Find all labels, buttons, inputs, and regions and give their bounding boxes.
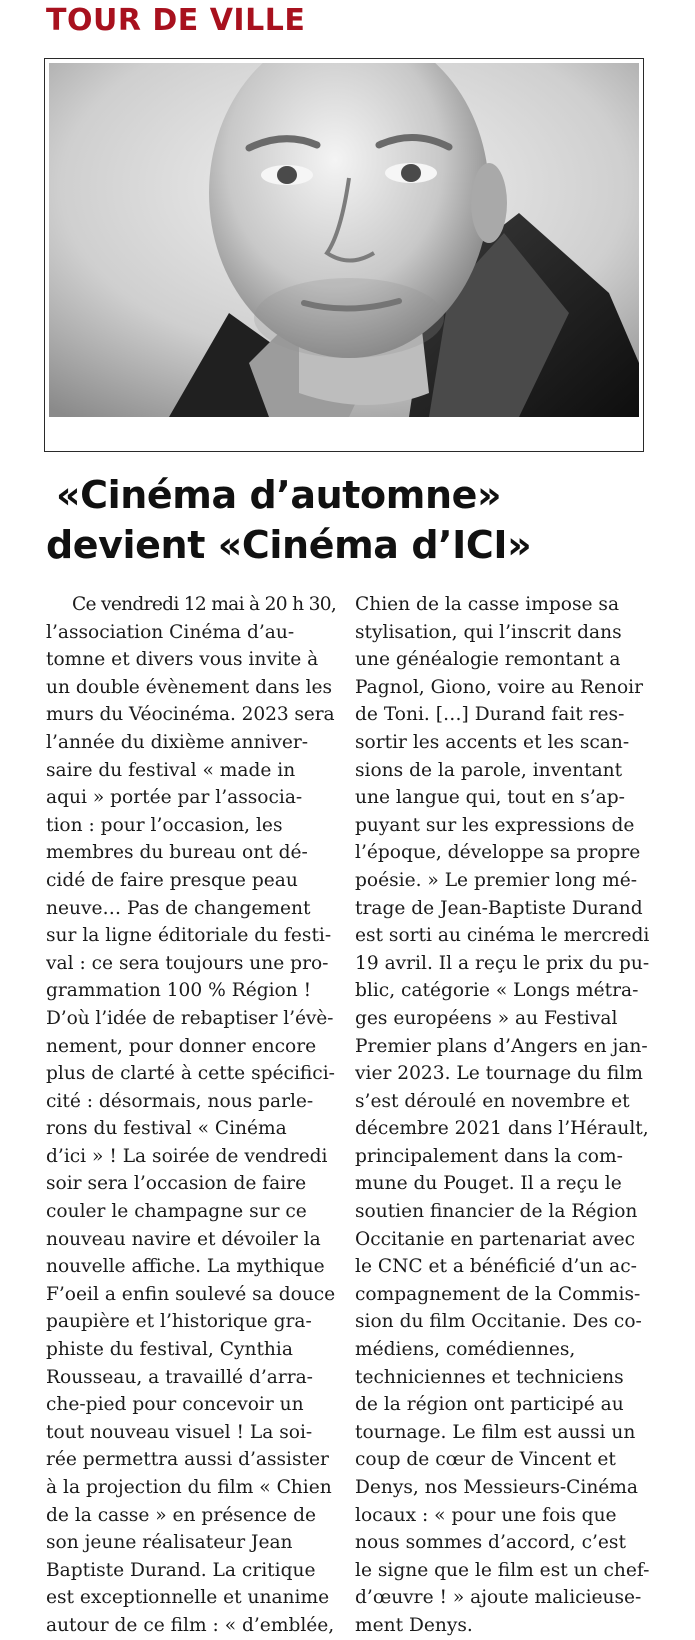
article-line: rée permettra aussi d’assister [46, 1449, 329, 1471]
article-line: une généalogie remontant a [355, 649, 621, 671]
article-line: plus de clarté à cette spécifici- [46, 1063, 335, 1085]
article-line: sortir les accents et les scan- [355, 731, 630, 753]
article-line: est exceptionnelle et unanime [46, 1587, 330, 1609]
article-line: rons du festival « Cinéma [46, 1118, 287, 1140]
article-line: autour de ce film : « d’emblée, [46, 1614, 335, 1636]
article-line: de Toni. […] Durand fait res- [355, 704, 625, 726]
section-rubric: TOUR DE VILLE [46, 3, 306, 38]
article-line: vier 2023. Le tournage du film [355, 1063, 643, 1085]
article-line: saire du festival « made in [46, 759, 296, 781]
article-line: cité : désormais, nous parle- [46, 1090, 314, 1112]
article-line: de la région ont participé au [355, 1394, 624, 1416]
article-line: son jeune réalisateur Jean [46, 1532, 293, 1554]
article-line: Rousseau, a travaillé d’arra- [46, 1366, 313, 1388]
article-line: Denys, nos Messieurs-Cinéma [355, 1477, 639, 1498]
article-line: tout nouveau visuel ! La soi- [46, 1421, 313, 1443]
article-line: d’ici » ! La soirée de vendredi [46, 1145, 328, 1167]
article-line: Chien de la casse impose sa [355, 594, 620, 615]
article-line: ment Denys. [355, 1614, 473, 1636]
article-line: techniciennes et techniciens [355, 1366, 624, 1388]
article-line: sions de la parole, inventant [355, 759, 623, 781]
article-line: l’année du dixième anniver- [46, 731, 309, 753]
article-line: soir sera l’occasion de faire [46, 1173, 307, 1195]
article-line: couler le champagne sur ce [46, 1201, 307, 1223]
article-line: che-pied pour concevoir un [46, 1394, 304, 1416]
article-line: tournage. Le film est aussi un [355, 1421, 636, 1443]
portrait-photo [49, 63, 639, 417]
article-column-right [355, 591, 655, 1640]
article-line: trage de Jean-Baptiste Durand [355, 897, 643, 919]
article-line: nement, pour donner encore [46, 1035, 317, 1057]
article-line: s’est déroulé en novembre et [355, 1090, 630, 1112]
article-line: sur la ligne éditoriale du festi- [46, 925, 332, 947]
article-line: sion du film Occitanie. Des co- [355, 1311, 642, 1333]
photo-frame [44, 58, 644, 452]
article-column-left [46, 591, 336, 1640]
portrait-illustration [49, 63, 639, 417]
article-line: Ce vendredi 12 mai à 20 h 30, [72, 594, 336, 615]
article-line: cidé de faire presque peau [46, 869, 298, 891]
article-line: Pagnol, Giono, voire au Renoir [355, 676, 644, 698]
headline-line-1: «Cinéma d’automne» [56, 473, 502, 517]
article-line: poésie. » Le premier long mé- [355, 869, 637, 891]
article-line: stylisation, qui l’inscrit dans [355, 621, 622, 643]
article-line: nous sommes d’accord, c’est [355, 1532, 626, 1554]
article-line: principalement dans la com- [355, 1145, 623, 1167]
article-line: d’œuvre ! » ajoute malicieuse- [355, 1587, 642, 1609]
article-line: D’où l’idée de rebaptiser l’évè- [46, 1007, 334, 1029]
article-line: mune du Pouget. Il a reçu le [355, 1173, 622, 1195]
article-line: Occitanie en partenariat avec [355, 1228, 636, 1250]
article-line: le CNC et a bénéficié d’un ac- [355, 1256, 637, 1278]
article-line: décembre 2021 dans l’Hérault, [355, 1118, 649, 1140]
article-line: coup de cœur de Vincent et [355, 1449, 616, 1471]
article-line: val : ce sera toujours une pro- [46, 952, 329, 974]
article-line: soutien financier de la Région [355, 1201, 638, 1223]
article-line: locaux : « pour une fois que [355, 1504, 617, 1526]
article-line: murs du Véocinéma. 2023 sera [46, 704, 335, 726]
article-line: 19 avril. Il a reçu le prix du pu- [355, 952, 650, 974]
article-line: à la projection du film « Chien [46, 1477, 332, 1498]
article-line: l’époque, développe sa propre [355, 842, 641, 864]
article-line: blic, catégorie « Longs métra- [355, 980, 639, 1002]
article-line: ges européens » au Festival [355, 1007, 618, 1029]
article-line: nouveau navire et dévoiler la [46, 1228, 321, 1250]
article-line: tomne et divers vous invite à [46, 649, 319, 671]
article-line: grammation 100 % Région ! [46, 980, 312, 1002]
article-line: Baptiste Durand. La critique [46, 1559, 316, 1581]
article-line: compagnement de la Commis- [355, 1283, 641, 1305]
article-line: tion : pour l’occasion, les [46, 814, 283, 836]
article-line: un double évènement dans les [46, 676, 333, 698]
article-line: nouvelle affiche. La mythique [46, 1256, 325, 1278]
article-line: membres du bureau ont dé- [46, 842, 308, 864]
article-line: de la casse » en présence de [46, 1504, 316, 1526]
article-line: phiste du festival, Cynthia [46, 1339, 293, 1361]
article-line: F’oeil a enfin soulevé sa douce [46, 1283, 336, 1305]
headline-line-2: devient «Cinéma d’ICI» [46, 523, 532, 567]
article-line: médiens, comédiennes, [355, 1339, 576, 1361]
article-line: le signe que le film est un chef- [355, 1559, 650, 1581]
article-line: aqui » portée par l’associa- [46, 787, 303, 809]
article-headline [46, 470, 666, 570]
article-line: paupière et l’historique gra- [46, 1311, 312, 1333]
article-line: neuve… Pas de changement [46, 897, 311, 919]
article-line: puyant sur les expressions de [355, 814, 635, 836]
article-line: est sorti au cinéma le mercredi [355, 925, 650, 947]
article-line: une langue qui, tout en s’ap- [355, 787, 625, 809]
article-line: l’association Cinéma d’au- [46, 621, 295, 643]
article-line: Premier plans d’Angers en jan- [355, 1035, 648, 1057]
